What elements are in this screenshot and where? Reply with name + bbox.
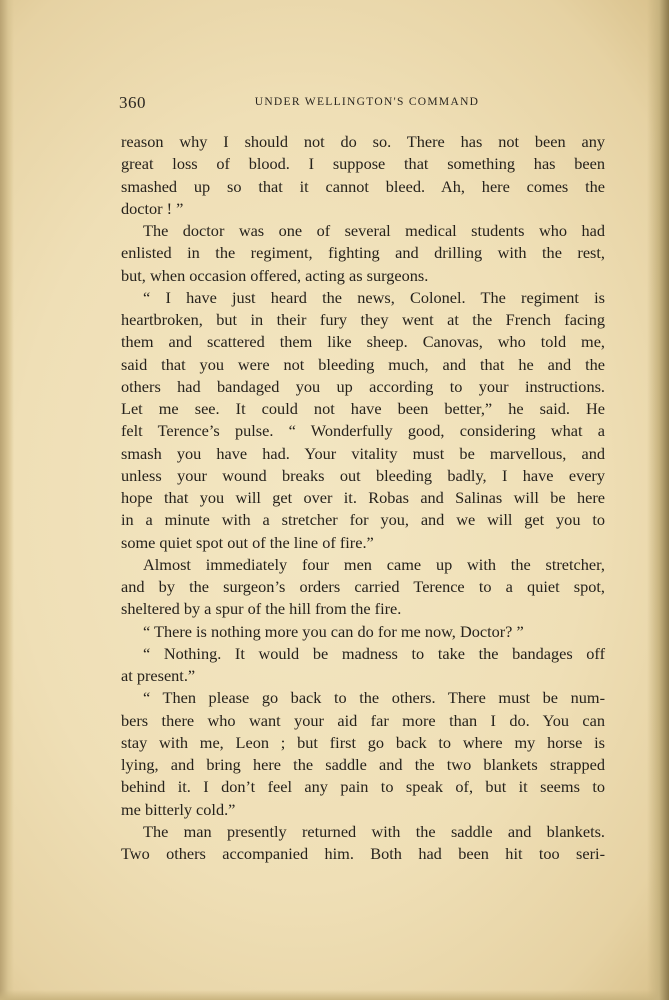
body-text: [121, 131, 605, 865]
text-line: some quiet spot out of the line of fire.”: [121, 532, 374, 552]
text-line: sheltered by a spur of the hill from the fire.: [121, 599, 402, 619]
page-bottom-edge: [0, 990, 669, 1000]
text-line: “ Then please go back to the others. There must be num-: [143, 688, 605, 708]
text-line: Two others accompanied him. Both had been hit too seri-: [121, 844, 605, 863]
text-line: The man presently returned with the saddle and blankets.: [143, 821, 605, 841]
text-line: behind it. I don’t feel any pain to speak of, but it seems to: [121, 777, 605, 797]
text-line: doctor ! ”: [121, 198, 184, 218]
text-line: said that you were not bleeding much, and that he and the: [121, 354, 605, 374]
running-head: UNDER WELLINGTON'S COMMAND: [254, 96, 480, 108]
text-line: in a minute with a stretcher for you, and we will get you to: [121, 510, 605, 530]
text-line: hope that you will get over it. Robas and Salinas will be here: [121, 488, 605, 507]
text-line: at present.”: [121, 666, 196, 685]
text-line: and by the surgeon’s orders carried Terence to a quiet spot,: [121, 577, 605, 596]
text-line: “ I have just heard the news, Colonel. The regiment is: [143, 287, 605, 307]
text-line: enlisted in the regiment, fighting and drilling with the rest,: [121, 243, 605, 263]
text-line: great loss of blood. I suppose that something has been: [121, 154, 605, 174]
page-header: [119, 93, 605, 117]
text-line: heartbroken, but in their fury they went at the French facing: [121, 310, 605, 329]
text-line: The doctor was one of several medical students who had: [143, 221, 605, 240]
text-line: “ Nothing. It would be madness to take the bandages off: [143, 643, 605, 663]
text-line: but, when occasion offered, acting as surgeons.: [121, 265, 429, 285]
text-line: bers there who want your aid far more than I do. You can: [121, 710, 605, 730]
text-line: Almost immediately four men came up with the stretcher,: [143, 554, 605, 574]
text-line: others had bandaged you up according to your instructions.: [121, 376, 605, 396]
text-line: stay with me, Leon ; but first go back to where my horse is: [121, 732, 605, 752]
text-line: reason why I should not do so. There has not been any: [121, 132, 605, 151]
text-line: smashed up so that it cannot bleed. Ah, here comes the: [121, 176, 605, 196]
text-line: felt Terence’s pulse. “ Wonderfully good, considering what a: [121, 421, 605, 441]
page-number: 360: [119, 93, 146, 112]
text-line: me bitterly cold.”: [121, 799, 236, 819]
text-line: lying, and bring here the saddle and the two blankets strapped: [121, 755, 605, 774]
text-line: them and scattered them like sheep. Canovas, who told me,: [121, 332, 605, 352]
text-line: smash you have had. Your vitality must be marvellous, and: [121, 443, 605, 463]
text-line: unless your wound breaks out bleeding badly, I have every: [121, 465, 605, 485]
text-line: “ There is nothing more you can do for me now, Doctor? ”: [143, 621, 524, 641]
text-line: Let me see. It could not have been better,” he said. He: [121, 399, 605, 418]
